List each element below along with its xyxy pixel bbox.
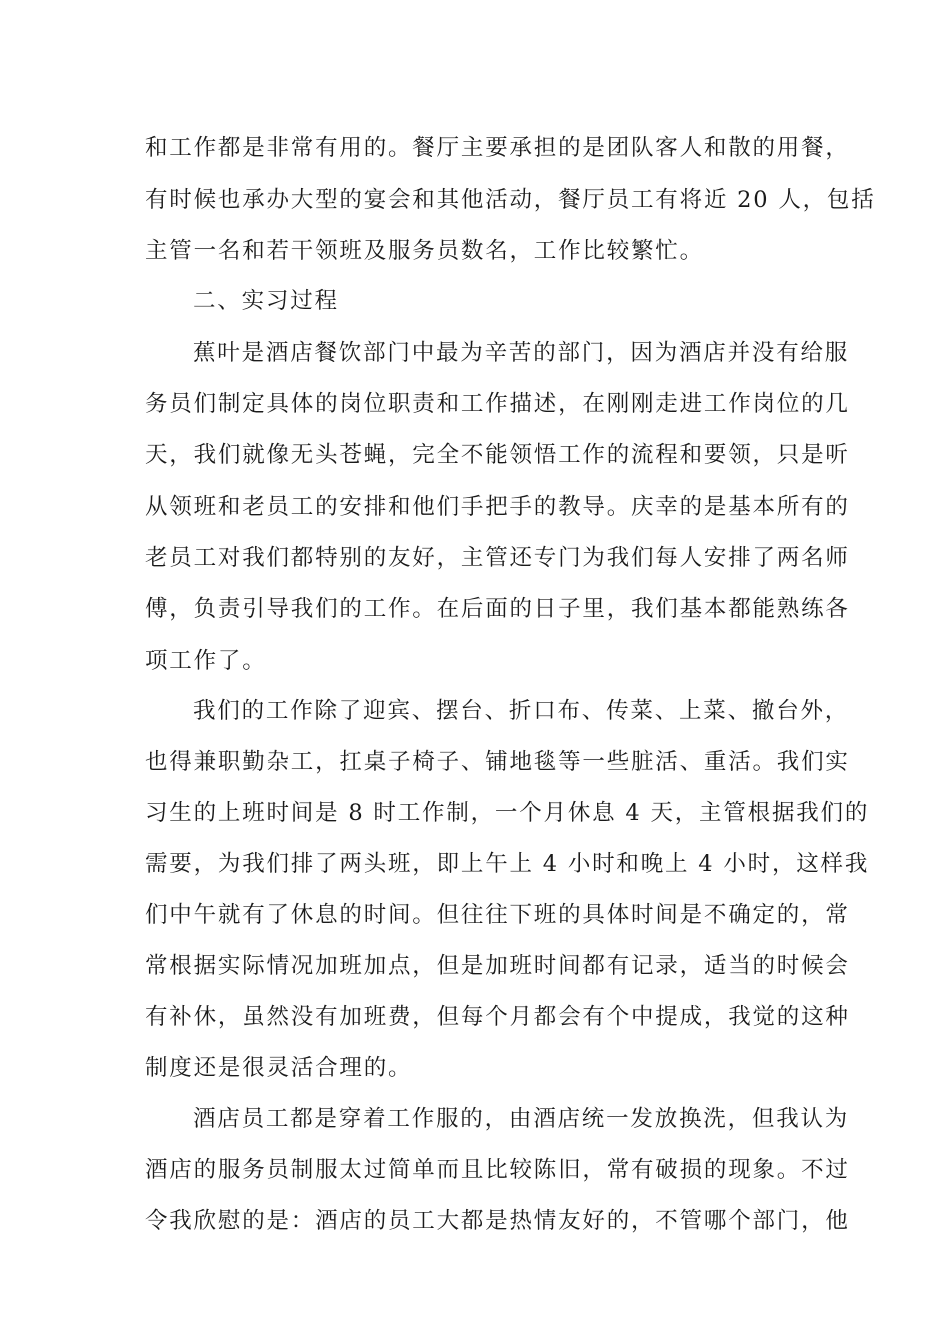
text-line: 酒店员工都是穿着工作服的，由酒店统一发放换洗，但我认为 [193,1106,850,1132]
text-line: 蕉叶是酒店餐饮部门中最为辛苦的部门，因为酒店并没有给服 [193,340,850,366]
text-line: 从领班和老员工的安排和他们手把手的教导。庆幸的是基本所有的 [145,494,850,520]
text-line: 务员们制定具体的岗位职责和工作描述，在刚刚走进工作岗位的几 [145,391,850,417]
text-line: 老员工对我们都特别的友好，主管还专门为我们每人安排了两名师 [145,545,850,571]
text-line: 酒店的服务员制服太过简单而且比较陈旧，常有破损的现象。不过 [145,1157,850,1183]
text-line: 们中午就有了休息的时间。但往往下班的具体时间是不确定的，常 [145,902,850,928]
text-line: 习生的上班时间是 8 时工作制，一个月休息 4 天，主管根据我们的 [145,800,870,826]
text-line: 制度还是很灵活合理的。 [145,1055,413,1081]
text-line: 需要，为我们排了两头班，即上午上 4 小时和晚上 4 小时，这样我 [145,851,870,877]
text-line: 项工作了。 [145,648,267,674]
text-line: 也得兼职勤杂工，扛桌子椅子、铺地毯等一些脏活、重活。我们实 [145,749,850,775]
text-line: 有补休，虽然没有加班费，但每个月都会有个中提成，我觉的这种 [145,1004,850,1030]
text-line: 天，我们就像无头苍蝇，完全不能领悟工作的流程和要领，只是听 [145,442,850,468]
text-line: 常根据实际情况加班加点，但是加班时间都有记录，适当的时候会 [145,953,850,979]
text-line: 傅，负责引导我们的工作。在后面的日子里，我们基本都能熟练各 [145,596,850,622]
text-line: 我们的工作除了迎宾、摆台、折口布、传菜、上菜、撤台外， [193,698,850,724]
text-line: 和工作都是非常有用的。餐厅主要承担的是团队客人和散的用餐， [145,135,850,161]
section-heading: 二、实习过程 [193,288,339,314]
text-line: 主管一名和若干领班及服务员数名，工作比较繁忙。 [145,238,704,264]
text-line: 令我欣慰的是：酒店的员工大都是热情友好的，不管哪个部门，他 [145,1208,850,1234]
text-line: 有时候也承办大型的宴会和其他活动，餐厅员工有将近 20 人，包括 [145,187,876,213]
